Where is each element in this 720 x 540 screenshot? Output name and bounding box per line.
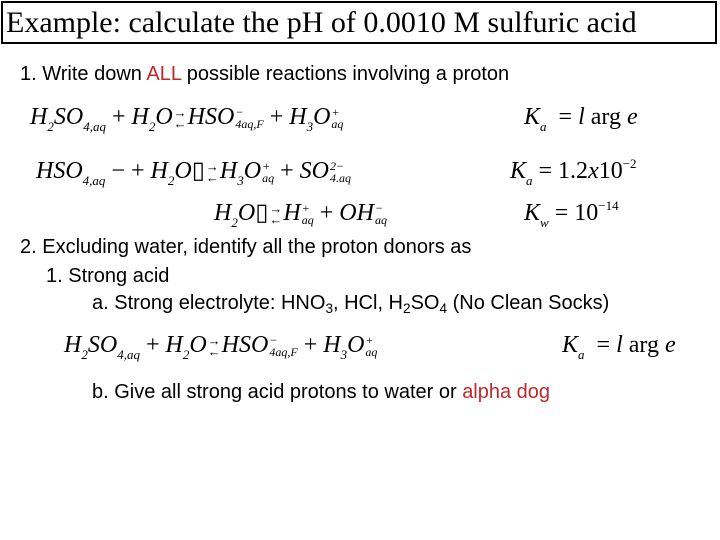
equation-3-k: $K_w = 10^{-14}$	[524, 198, 619, 230]
electrolyte-sub-3: 4	[439, 300, 448, 316]
step-1	[20, 62, 509, 86]
step-1-text-after: possible reactions involving a proton	[181, 63, 510, 85]
electrolyte-sub-1: 3	[325, 300, 333, 316]
step-2-line-1: 2. Excluding water, identify all the proton donors as	[20, 236, 472, 258]
equation-3: $H_2O▯$ → ← H + aq + OH − aq	[214, 200, 387, 230]
step-2-line-3	[92, 291, 609, 315]
step-1-text-before: 1. Write down	[20, 63, 147, 85]
equilibrium-arrow-icon: → ←	[207, 333, 221, 360]
step-b-text-before: b. Give all strong acid protons to water or	[92, 381, 463, 403]
step-2-line-2: 1. Strong acid	[46, 265, 170, 287]
step-1-highlight: ALL	[146, 63, 182, 85]
electrolyte-text-2: , HCl, H	[333, 292, 403, 314]
equilibrium-arrow-icon: → ←	[205, 159, 219, 186]
slide-title: Example: calculate the pH of 0.0010 M sulfuric acid	[1, 1, 717, 44]
electrolyte-text-1: a. Strong electrolyte: HNO	[92, 292, 326, 314]
electrolyte-sub-2: 2	[403, 300, 411, 316]
equation-2: $HSO_{4,aq}$ − + $H_2O▯$ → ← $H_3O$ + aq + SO 2− 4.aq	[36, 158, 351, 188]
equation-4: $H_2SO_{4,aq} + H_2O$ → ← HSO − 4aq,F + $H_3O$ + aq	[64, 332, 378, 362]
electrolyte-text-4: (No Clean Socks)	[447, 292, 610, 314]
step-b-highlight: alpha dog	[462, 381, 551, 403]
step-b	[92, 380, 550, 404]
equation-1: $H_2SO_{4,aq} + H_2O$ → ← HSO − 4aq,F + $H_3O$ + aq	[30, 104, 344, 134]
electrolyte-text-3: SO	[410, 292, 440, 314]
equation-4-k: $K_a = l$ arg e	[562, 332, 676, 362]
equilibrium-arrow-icon: → ←	[269, 201, 283, 228]
equation-2-k: $K_a = 1.2x10^{-2}$	[510, 156, 637, 188]
equilibrium-arrow-icon: → ←	[173, 105, 187, 132]
equation-1-k: $K_a = l$ arg e	[524, 104, 638, 134]
